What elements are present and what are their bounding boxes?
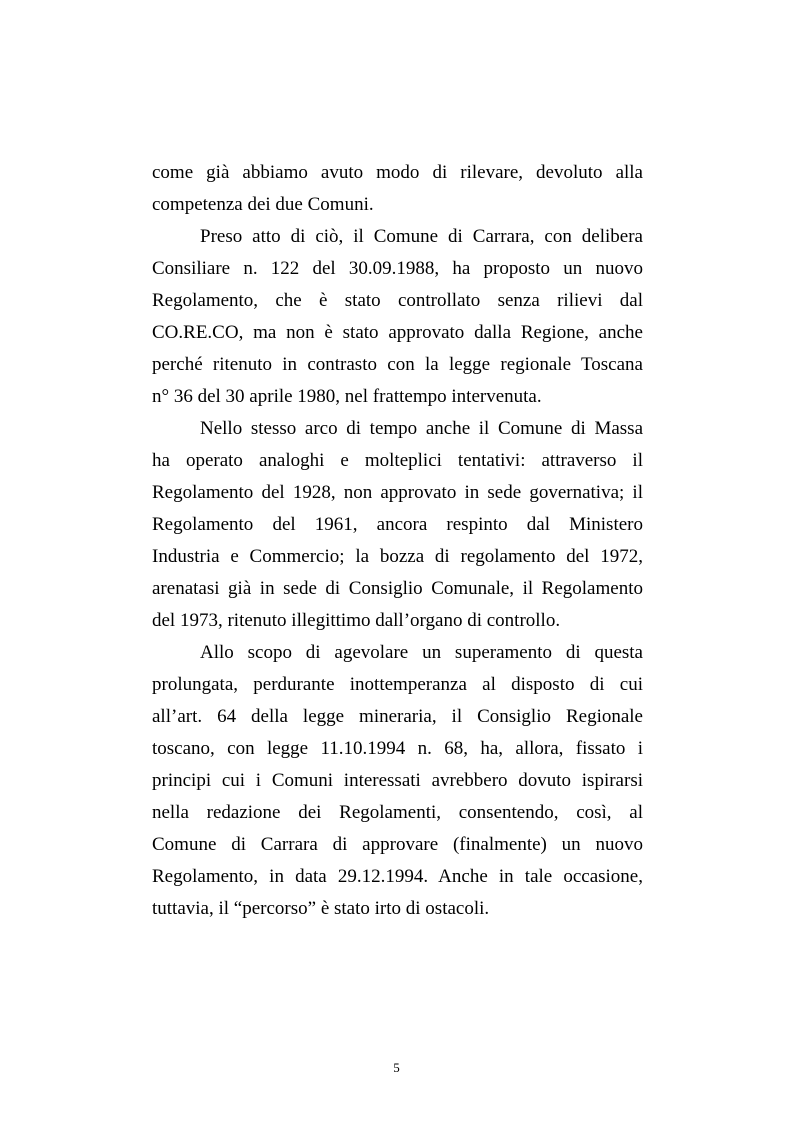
text-line: competenza dei due Comuni. [152, 194, 374, 215]
text-line: toscano, con legge 11.10.1994 n. 68, ha, allora, fissato i [152, 738, 643, 759]
text-line: Regolamento del 1928, non approvato in sede governativa; il [152, 482, 643, 503]
text-line: arenatasi già in sede di Consiglio Comunale, il Regolamento [152, 578, 643, 599]
text-line: principi cui i Comuni interessati avrebbero dovuto ispirarsi [152, 770, 643, 791]
text-line: Regolamento del 1961, ancora respinto dal Ministero [152, 514, 643, 535]
text-line: Allo scopo di agevolare un superamento di questa [200, 642, 643, 663]
paragraph-continuation [152, 157, 643, 221]
paragraph-massa-tentativi [152, 413, 643, 637]
text-line: prolungata, perdurante inottemperanza al disposto di cui [152, 674, 643, 695]
text-line: Regolamento, in data 29.12.1994. Anche in tale occasione, [152, 866, 643, 887]
text-line: come già abbiamo avuto modo di rilevare, devoluto alla [152, 162, 643, 183]
text-line: Comune di Carrara di approvare (finalmente) un nuovo [152, 834, 643, 855]
text-line: del 1973, ritenuto illegittimo dall’organo di controllo. [152, 610, 561, 631]
text-line: CO.RE.CO, ma non è stato approvato dalla Regione, anche [152, 322, 643, 343]
paragraph-legge-regionale [152, 637, 643, 925]
text-line: Regolamento, che è stato controllato senza rilievi dal [152, 290, 643, 311]
text-line: Industria e Commercio; la bozza di regolamento del 1972, [152, 546, 643, 567]
page-body [152, 157, 643, 925]
text-line: Preso atto di ciò, il Comune di Carrara, con delibera [200, 226, 643, 247]
page-number: 5 [393, 1060, 400, 1075]
text-line: ha operato analoghi e molteplici tentativi: attraverso il [152, 450, 643, 471]
text-line: n° 36 del 30 aprile 1980, nel frattempo intervenuta. [152, 386, 542, 407]
text-line: all’art. 64 della legge mineraria, il Consiglio Regionale [152, 706, 643, 727]
text-line: tuttavia, il “percorso” è stato irto di ostacoli. [152, 898, 490, 919]
text-line: perché ritenuto in contrasto con la legge regionale Toscana [152, 354, 643, 375]
text-line: nella redazione dei Regolamenti, consentendo, così, al [152, 802, 643, 823]
text-line: Consiliare n. 122 del 30.09.1988, ha proposto un nuovo [152, 258, 643, 279]
paragraph-carrara-delibera [152, 221, 643, 413]
text-line: Nello stesso arco di tempo anche il Comune di Massa [200, 418, 643, 439]
